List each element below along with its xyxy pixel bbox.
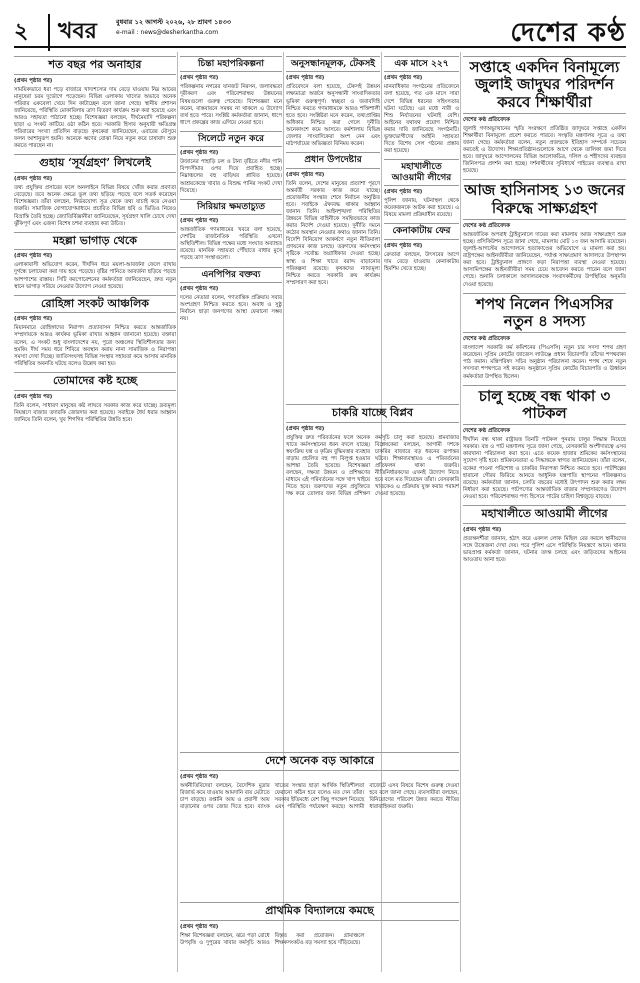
column-3 [286,52,380,392]
story-headline[interactable]: চালু হচ্ছে বন্ধ থাকা ৩ পাটকল [463,385,626,426]
story-headline[interactable]: শত বছর পর অনাহার [14,56,176,75]
story-body: প্রতিবেদনে বলা হয়েছে, টেকসই উন্নয়ন লক্ষ্যমাত্রা অর্জনে অনুসন্ধানী সাংবাদিকতার ভূমিকা গুরুত্বপূর্ণ। স্বচ্ছতা ও জবাবদিহি নিশ্চিত করতে গণমাধ্যমকে আরও শক্তিশালী হতে হবে। সংশ্লিষ্টরা মনে করেন, তথ্যপ্রাপ্তির অধিকার নিশ্চিত করা গেলে দুর্নীতি অনেকাংশে কমে আসবে। কর্মশালায় বিভিন্ন জেলার সাংবাদিকেরা অংশ নেন এবং মাঠপর্যায়ের অভিজ্ঞতা বিনিময় করেন। [286,84,380,148]
story-headline[interactable]: গুহায় ‘সূর্যগ্রহণ’ লিখলেই [14,154,176,173]
story-sommelon [286,152,380,287]
story-sylhet [180,131,282,195]
story-byline: (প্রথম পৃষ্ঠার পর) [180,218,219,225]
story-body: ক্রেতারা বলছেন, উৎসবের আগে দাম বেড়ে যাওয়ায় কেনাকাটায় হিমশিম খেতে হচ্ছে। [384,251,459,272]
story-byline: (প্রথম পৃষ্ঠার পর) [180,150,219,157]
story-headline[interactable]: এক মাসে ২২৭ [384,56,459,72]
story-body: মিয়ানমারে রোহিঙ্গাদের নিরাপদ প্রত্যাবাসন নিশ্চিত করতে আন্তর্জাতিক সম্প্রদায়কে আরও কার্যকর ভূমিকা রাখার আহ্বান জানানো হয়েছে। বক্তারা বলেন, এ সংকট শুধু বাংলাদেশের নয়, পুরো অঞ্চলের স্থিতিশীলতার জন্য হুমকি। দীর্ঘ সময় ধরে শিবিরে অবস্থান করায় নানা সামাজিক ও নিরাপত্তা সমস্যা দেখা দিচ্ছে। জাতিসংঘসহ বিভিন্ন সংস্থার সহায়তা কমে আসায় মানবিক পরিস্থিতির অবনতি ঘটছে বলেও উল্লেখ করা হয়। [14,325,176,367]
column-1 [14,52,176,972]
story-body: শিক্ষা বিশেষজ্ঞরা বলছেন, ঝরে পড়া রোধে উপবৃত্তি ও দুপুরের খাবার কর্মসূচি আরও বিস্তৃত করা প্রয়োজন। গ্রামাঞ্চলে শিক্ষকসংকটও বড় সমস্যা হয়ে দাঁড়িয়েছে। [180,932,365,946]
story-body: আন্তর্জাতিক অপরাধ ট্রাইব্যুনালে দায়ের করা মামলায় আজ সাক্ষ্যগ্রহণ শুরু হচ্ছে। প্রসিকিউশন সূত্রে জানা গেছে, মামলায় মোট ১৩ জন আসামি রয়েছেন। জুলাই-আগস্টের আন্দোলনে হত্যাকাণ্ডের অভিযোগে এ মামলা করা হয়। রাষ্ট্রপক্ষের আইনজীবীরা জানিয়েছেন, পর্যাপ্ত সাক্ষ্যপ্রমাণ আদালতে উপস্থাপন করা হবে। ট্রাইব্যুনাল প্রাঙ্গণে কড়া নিরাপত্তা ব্যবস্থা নেওয়া হয়েছে। আসামিপক্ষের আইনজীবীরা সময় চেয়ে আবেদন করতে পারেন বলে জানা গেছে। শুনানি চলাকালে আদালতকক্ষে সংবাদকর্মীদের উপস্থিতির অনুমতি দেওয়া হয়েছে। [463,231,626,288]
story-byline: দেশের কণ্ঠ প্রতিবেদক [463,336,510,343]
story-body: উজানের পাহাড়ি ঢল ও টানা বৃষ্টিতে নদীর পানি বিপদসীমার ওপর দিয়ে প্রবাহিত হচ্ছে। নিম্নাঞ্চলের বহু বাড়িঘর প্লাবিত হয়েছে। আশ্রয়কেন্দ্রে খাবার ও বিশুদ্ধ পানির সংকট দেখা দিয়েছে। [180,159,282,194]
story-byline: দেশের কণ্ঠ প্রতিবেদক [463,116,510,123]
story-headline[interactable]: প্রাথমিক বিদ্যালয়ে কমছে [180,902,459,921]
story-prathomik [180,898,459,973]
story-body: সাময়িকভাবে ধরা পড়ে বাজারে খাদ্যশস্যের দাম বেড়ে যাওয়ায় নিম্ন আয়ের মানুষেরা চরম দুর্ভোগে পড়েছেন। বিভিন্ন এলাকায় খাদ্যের অভাবে অনেক পরিবার একবেলা খেয়ে দিন কাটাচ্ছেন বলে জানা গেছে। স্থানীয় প্রশাসন জানিয়েছে, পরিস্থিতি মোকাবিলায় ত্রাণ বিতরণ কার্যক্রম শুরু করা হয়েছে এবং আরও সহায়তা পাঠানো হচ্ছে। বিশেষজ্ঞরা বলছেন, দীর্ঘমেয়াদি পরিকল্পনা ছাড়া এ সংকট কাটিয়ে ওঠা কঠিন হবে। সরকারি হিসাব অনুযায়ী ক্ষতিগ্রস্ত পরিবারের সংখ্যা প্রতিদিন বাড়ছে। কৃষকেরা জানিয়েছেন, এবারের মৌসুমে ফলন আশানুরূপ হয়নি। অনেকে ঋণের বোঝা নিয়ে নতুন করে চাষাবাদ শুরু করতে পারছেন না। [14,86,176,150]
story-body: প্রযুক্তির দ্রুত পরিবর্তনের ফলে অনেক খাতে কর্মসংস্থানের ধরন বদলে যাচ্ছে। স্বয়ংক্রিয় যন্ত্র ও কৃত্রিম বুদ্ধিমত্তার ব্যবহার বাড়ায় প্রচলিত বহু পদ বিলুপ্ত হওয়ার আশঙ্কা তৈরি হয়েছে। বিশেষজ্ঞরা বলছেন, দক্ষতা উন্নয়ন ও প্রশিক্ষণের মাধ্যমে এই পরিবর্তনের সঙ্গে খাপ খাইয়ে নিতে হবে। তরুণদের নতুন প্রযুক্তিতে দক্ষ করে তোলার জন্য বিভিন্ন প্রশিক্ষণ কর্মসূচি চালু করা হয়েছে। শ্রমবাজার বিশ্লেষকেরা বলছেন, আগামী দশকে চাকরির বাজারে বড় ধরনের রূপান্তর ঘটবে। শিক্ষাব্যবস্থায়ও এ পরিবর্তনের প্রতিফলন থাকা জরুরি। নীতিনির্ধারকদের এখনই উদ্যোগ নিতে হবে বলে মত দিয়েছেন তাঁরা। বেসরকারি খাতকেও এ প্রক্রিয়ায় যুক্ত করার পরামর্শ দেওয়া হয়েছে। [286,434,459,498]
story-ak-mase [384,56,459,155]
story-byline: (প্রথম পৃষ্ঠার পর) [14,316,53,323]
story-body: জুলাই গণঅভ্যুত্থানের স্মৃতি সংরক্ষণে প্রতিষ্ঠিত জাদুঘরে সপ্তাহে একদিন শিক্ষার্থীরা বিনামূল্যে প্রবেশ করতে পারবে। সংস্কৃতি মন্ত্রণালয় সূত্রে এ তথ্য জানা গেছে। কর্মকর্তারা বলেন, নতুন প্রজন্মকে ইতিহাস সম্পর্কে সচেতন করতেই এ উদ্যোগ। শিক্ষাপ্রতিষ্ঠানগুলোকে আগে থেকে তালিকা জমা দিতে হবে। জাদুঘরে আন্দোলনের বিভিন্ন আলোকচিত্র, দলিল ও শহীদদের ব্যবহৃত জিনিসপত্র প্রদর্শন করা হচ্ছে। দর্শনার্থীদের সুবিধার্থে গাইডের ব্যবস্থাও রাখা হয়েছে। [463,125,626,175]
story-headline[interactable]: প্রধান উপদেষ্টার [286,152,380,168]
story-body: বাংলাদেশ সরকারি কর্ম কমিশনের (পিএসসি) নতুন চার সদস্য শপথ গ্রহণ করেছেন। সুপ্রিম কোর্টের জাজেস লাউঞ্জে প্রধান বিচারপতি তাঁদের শপথবাক্য পাঠ করান। মন্ত্রিপরিষদ সচিব অনুষ্ঠান পরিচালনা করেন। শপথ শেষে নতুন সদস্যরা শপথপত্রে সই করেন। অনুষ্ঠানে সুপ্রিম কোর্টের বিচারপতি ও ঊর্ধ্বতন কর্মকর্তারা উপস্থিত ছিলেন। [463,345,626,380]
story-tomader [14,372,176,424]
story-headline[interactable]: সপ্তাহে একদিন বিনামূল্যে জুলাই জাদুঘর পরিদর্শন করবে শিক্ষার্থীরা [463,56,626,114]
story-byline: (প্রথম পৃষ্ঠার পর) [14,77,53,84]
story-anusandhan [286,56,380,148]
story-byline: (প্রথম পৃষ্ঠার পর) [14,253,53,260]
story-guhaye [14,154,176,227]
story-byline: (প্রথম পৃষ্ঠার পর) [180,285,219,292]
story-headline[interactable]: মহাখালীতে আওয়ামী লীগের [463,505,626,524]
story-headline[interactable]: মহাখালীতে আওয়ামী লীগের [384,159,459,186]
story-siria [180,199,282,263]
story-body: এলাকাবাসী অভিযোগ করেন, দীর্ঘদিন ধরে ময়লা-আবর্জনা ফেলে রাখায় দুর্গন্ধে চলাফেরা করা দায় হয়ে পড়েছে। বৃষ্টির পানিতে আবর্জনা ছড়িয়ে পড়ছে আশপাশের রাস্তায়। সিটি করপোরেশনের কর্মকর্তারা জানিয়েছেন, দ্রুত নতুন স্থানে ভাগাড় সরিয়ে নেওয়ার উদ্যোগ নেওয়া হয়েছে। [14,262,176,290]
column-rule [460,52,461,972]
story-headline[interactable]: অনুসন্ধানমূলক, টেকসই [286,56,380,72]
story-rohingya [14,295,176,368]
newspaper-logo: দেশের কণ্ঠ [510,18,626,48]
story-shopoth [463,293,626,381]
story-mohakhali [463,505,626,564]
story-byline: (প্রথম পৃষ্ঠার পর) [286,75,325,82]
story-byline: (প্রথম পৃষ্ঠার পর) [286,171,325,178]
story-body: পরিকল্পনায় নগরের যানজট নিরসন, জলাবদ্ধতা দূরীকরণ এবং পরিবেশবান্ধব উন্নয়নের বিষয়গুলো গুরুত্ব পেয়েছে। বিশেষজ্ঞরা মনে করেন, বাস্তবায়নে সমন্বয় না থাকলে এ উদ্যোগ ব্যর্থ হতে পারে। সংশ্লিষ্ট কর্মকর্তারা জানান, ধাপে ধাপে প্রকল্পের কাজ এগিয়ে নেওয়া হবে। [180,84,282,126]
story-byline: (প্রথম পৃষ্ঠার পর) [14,176,53,183]
dateline: বুধবার ১২ আগস্ট ২০২৬, ২৮ শ্রাবণ ১৪৩৩ [116,18,231,26]
story-byline: (প্রথম পৃষ্ঠার পর) [286,425,325,432]
story-byline: (প্রথম পৃষ্ঠার পর) [463,526,502,533]
story-headline[interactable]: সিরিয়ার ক্ষমতাচ্যুত [180,199,282,215]
story-headline[interactable]: দেশে অনেক বড় আকারে [180,752,459,771]
story-hasina [463,179,626,288]
story-byline: (প্রথম পৃষ্ঠার পর) [180,773,219,780]
story-byline: (প্রথম পৃষ্ঠার পর) [14,393,53,400]
story-byline: দেশের কণ্ঠ প্রতিবেদক [463,428,510,435]
email-address: e-mail : news@desherkantha.com [116,29,219,36]
story-byline: (প্রথম পৃষ্ঠার পর) [384,242,423,249]
story-byline: (প্রথম পৃষ্ঠার পর) [384,75,423,82]
story-headline[interactable]: মহল্লা ভাগাড় থেকে [14,232,176,251]
story-chalu [463,385,626,501]
story-body: তিনি বলেন, দেশের মানুষের প্রত্যাশা পূরণে অন্তর্বর্তী সরকার কাজ করে যাচ্ছে। প্রয়োজনীয় সংস্কার শেষে নির্বাচন অনুষ্ঠিত হবে। সবাইকে ঐক্যবদ্ধ থাকার আহ্বান জানান তিনি। আইনশৃঙ্খলা পরিস্থিতির উন্নয়নে বিভিন্ন বাহিনীকে সমন্বিতভাবে কাজ করার নির্দেশ দেওয়া হয়েছে। দুর্নীতি দমনে কঠোর অবস্থান নেওয়ার কথাও জানান তিনি। বিদেশি বিনিয়োগ আকর্ষণে নতুন নীতিমালা প্রণয়নের কাজ চলছে। তরুণদের কর্মসংস্থান সৃষ্টিকে সর্বোচ্চ অগ্রাধিকার দেওয়া হচ্ছে। স্বাস্থ্য ও শিক্ষা খাতে বরাদ্দ বাড়ানোর পরিকল্পনা রয়েছে। কৃষকদের ন্যায্যমূল্য নিশ্চিত করতে সরকারি ক্রয় কার্যক্রম সম্প্রসারণ করা হবে। [286,180,380,286]
story-headline[interactable]: সিলেটে নতুন করে [180,131,282,147]
column-rule [177,52,178,972]
story-headline[interactable]: শপথ নিলেন পিএসসির নতুন ৪ সদস্য [463,293,626,334]
story-shat-bochhor [14,56,176,150]
story-headline[interactable]: এনপিপির বক্তব্য [180,267,282,283]
story-dhakay [384,159,459,219]
story-body: দলের নেতারা বলেন, গণতান্ত্রিক প্রক্রিয়ায় সবার অংশগ্রহণ নিশ্চিত করতে হবে। অবাধ ও সুষ্ঠু নির্বাচন ছাড়া জনগণের আস্থা ফেরানো সম্ভব নয়। [180,294,282,323]
story-headline[interactable]: রোহিঙ্গা সংকট আঞ্চলিক [14,295,176,314]
story-npp [180,267,282,324]
story-body: দীর্ঘদিন বন্ধ থাকা রাষ্ট্রায়ত্ত তিনটি পাটকল পুনরায় চালুর সিদ্ধান্ত নিয়েছে সরকার। বস্ত্র ও পাট মন্ত্রণালয় সূত্রে জানা গেছে, বেসরকারি অংশীদারত্বে এসব কারখানা পরিচালনা করা হবে। এতে কয়েক হাজার শ্রমিকের কর্মসংস্থানের সুযোগ সৃষ্টি হবে। শ্রমিকনেতারা এ সিদ্ধান্তকে স্বাগত জানিয়েছেন। তাঁরা বলেন, বকেয়া পাওনা পরিশোধ ও চাকরির নিরাপত্তা নিশ্চিত করতে হবে। পাটশিল্পের হারানো গৌরব ফিরিয়ে আনতে আধুনিক যন্ত্রপাতি স্থাপনের পরিকল্পনাও রয়েছে। কর্মকর্তারা জানান, চলতি বছরের মধ্যেই উৎপাদন শুরু করার লক্ষ্য নির্ধারণ করা হয়েছে। পাটপণ্যের আন্তর্জাতিক বাজার সম্প্রসারণেও উদ্যোগ নেওয়া হবে। পরিবেশবান্ধব পণ্য হিসেবে পাটের চাহিদা বিশ্বজুড়ে বাড়ছে। [463,437,626,500]
story-body: তথ্য প্রযুক্তির প্রসারের ফলে অনলাইনে বিভিন্ন বিষয়ে খোঁজ করার প্রবণতা বেড়েছে। তবে অনেক ক্ষেত্রে ভুল তথ্য ছড়িয়ে পড়ছে বলে সতর্ক করেছেন বিশেষজ্ঞরা। তাঁরা বলছেন, নির্ভরযোগ্য সূত্র থেকে তথ্য যাচাই করে নেওয়া জরুরি। সামাজিক যোগাযোগমাধ্যমে প্রচারিত বিভিন্ন ছবি ও ভিডিও নিয়েও বিভ্রান্তি তৈরি হচ্ছে। জ্যোতির্বিজ্ঞানীরা জানিয়েছেন, সূর্যগ্রহণ খালি চোখে দেখা ঝুঁকিপূর্ণ এবং এজন্য বিশেষ চশমা ব্যবহার করা উচিত। [14,185,176,227]
story-byline: (প্রথম পৃষ্ঠার পর) [180,923,219,930]
story-byline: দেশের কণ্ঠ প্রতিবেদক [463,222,510,229]
page-number: ২ [14,18,29,44]
story-headline[interactable]: চিন্তা মহাপরিকল্পনা [180,56,282,72]
story-headline[interactable]: আজ হাসিনাসহ ১৩ জনের বিরুদ্ধে সাক্ষ্যগ্রহণ [463,179,626,220]
story-body: মানবাধিকার সংগঠনের প্রতিবেদনে বলা হয়েছে, গত এক মাসে সারা দেশে বিভিন্ন ধরনের সহিংসতার ঘটনা ঘটেছে। এর মধ্যে নারী ও শিশু নির্যাতনের ঘটনাই বেশি। আইনের যথাযথ প্রয়োগ নিশ্চিত করার দাবি জানিয়েছে সংগঠনটি। ভুক্তভোগীদের আইনি সহায়তা দিতে বিশেষ সেল গঠনের প্রস্তাব করা হয়েছে। [384,84,459,155]
story-body: আন্তর্জাতিক গণমাধ্যমের খবরে বলা হয়েছে, দেশটির রাজনৈতিক পরিস্থিতি এখনো অস্থিতিশীল। বিভিন্ন পক্ষের মধ্যে সংঘাত অব্যাহত রয়েছে। মানবিক সহায়তা পৌঁছাতে বাধার মুখে পড়ছে ত্রাণ সংস্থাগুলো। [180,227,282,262]
story-headline[interactable]: চাকরি যাচ্ছে বিপ্লব [286,404,459,423]
section-name: খবর [48,14,97,51]
masthead [14,12,626,48]
story-byline: (প্রথম পৃষ্ঠার পর) [180,75,219,82]
story-body: প্রত্যক্ষদর্শীরা জানান, হঠাৎ করে একদল লোক মিছিল বের করলে স্থানীয়দের সঙ্গে উত্তেজনা দেখা দেয়। পরে পুলিশ এসে পরিস্থিতি নিয়ন্ত্রণে আনে। থানার ভারপ্রাপ্ত কর্মকর্তা জানান, ঘটনার তদন্ত চলছে এবং জড়িতদের আইনের আওতায় আনা হবে। [463,535,626,563]
story-mohalla [14,232,176,291]
story-body: তিনি বলেন, সাধারণ মানুষের কষ্ট লাঘবে সরকার কাজ করে যাচ্ছে। দ্রব্যমূল্য নিয়ন্ত্রণে বাজার তদারকি জোরদার করা হয়েছে। সবাইকে ধৈর্য ধরার আহ্বান জানিয়ে তিনি বলেন, খুব শিগগির পরিস্থিতির উন্নতি হবে। [14,402,176,423]
story-body: অর্থনীতিবিদেরা বলছেন, বৈদেশিক মুদ্রার রিজার্ভ কমে যাওয়ায় আমদানি ব্যয় মেটাতে চাপ বাড়ছে। রপ্তানি আয় ও প্রবাসী আয় বাড়ানোর ওপর জোর দিতে হবে। ব্যাংক খাতের সংস্কার ছাড়া আর্থিক স্থিতিশীলতা ফেরানো কঠিন হবে বলেও মত দেন তাঁরা। সরকার ইতিমধ্যে বেশ কিছু পদক্ষেপ নিয়েছে এবং পরিস্থিতি পর্যবেক্ষণ করছে। আগামী বাজেটে এসব বিষয়ে বিশেষ গুরুত্ব দেওয়া হবে বলে জানা গেছে। ব্যবসায়ীরা বলছেন, বিনিয়োগের পরিবেশ উন্নত করতে নীতির ধারাবাহিকতা জরুরি। [180,782,459,810]
story-jadughor [463,56,626,175]
column-5 [463,52,626,972]
story-deshe [180,748,459,893]
story-body: পুলিশ জানায়, ঘটনাস্থল থেকে কয়েকজনকে আটক করা হয়েছে। এ বিষয়ে মামলা প্রক্রিয়াধীন রয়েছে। [384,197,459,219]
story-headline[interactable]: তোমাদের কষ্ট হচ্ছে [14,372,176,391]
story-chakri [286,400,459,740]
story-byline: (প্রথম পৃষ্ঠার পর) [384,188,423,195]
story-chinta [180,56,282,127]
story-headline[interactable]: কেনাকাটায় ফের [384,223,459,239]
column-2 [180,52,282,742]
story-kenakata [384,223,459,273]
